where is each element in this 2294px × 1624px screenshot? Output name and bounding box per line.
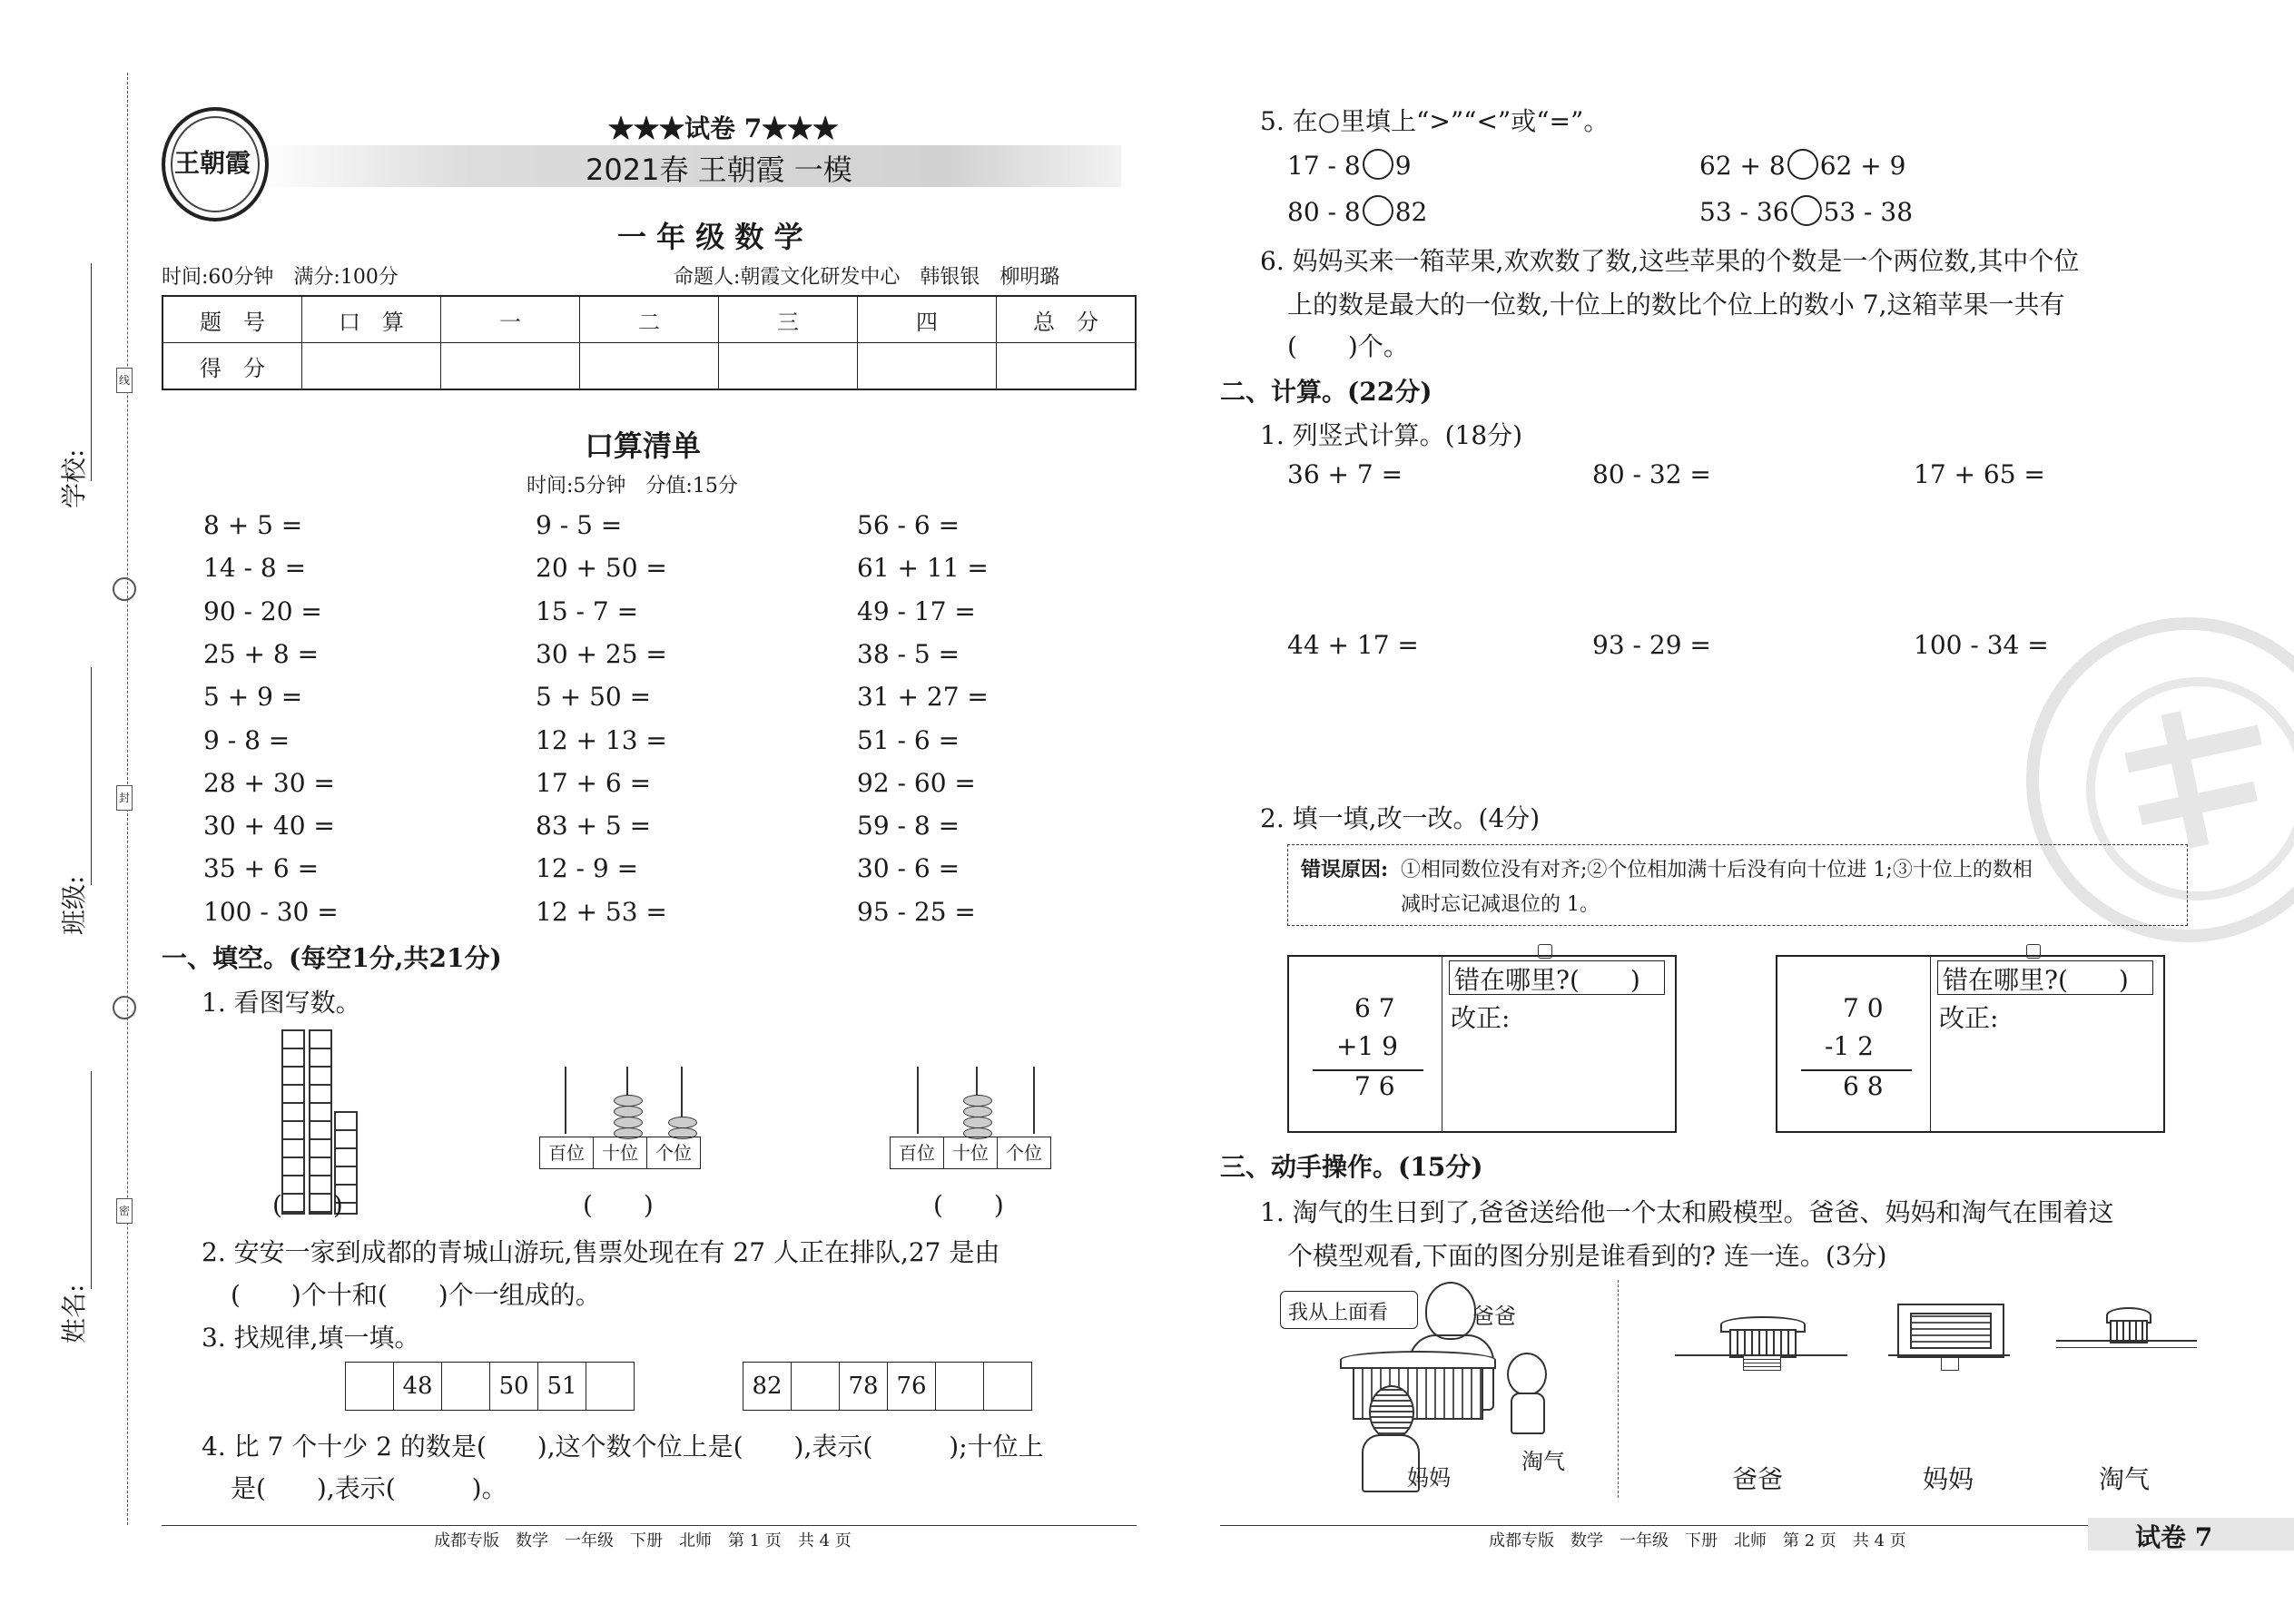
s3-q1-line2: 个模型观看,下面的图分别是谁看到的? 连一连。(3分) <box>1287 1241 1887 1271</box>
score-table: 题 号 口 算 一 二 三 四 总 分 得 分 <box>162 295 1137 390</box>
score-cell[interactable] <box>441 343 580 390</box>
compare-circle[interactable] <box>1363 149 1393 180</box>
answer-paren[interactable]: ( ) <box>933 1190 1004 1220</box>
oral-item: 30 - 6 = <box>857 853 960 884</box>
oral-item: 95 - 25 = <box>857 896 976 927</box>
compare-circle[interactable] <box>1363 195 1393 226</box>
section3-title: 三、动手操作。(15分) <box>1220 1152 1483 1182</box>
paper-tag: ★★★试卷 7★★★ <box>608 113 839 143</box>
sequence-2: 82 78 76 <box>743 1362 1032 1411</box>
answer-paren[interactable]: ( ) <box>272 1190 343 1220</box>
error-panel-2: 错在哪里?( ) 改正: 7 0 -1 2 6 8 <box>1776 955 2165 1133</box>
oral-item: 30 + 25 = <box>536 638 667 669</box>
oral-item: 12 - 9 = <box>536 853 639 884</box>
score-cell[interactable] <box>719 343 858 390</box>
oral-item: 35 + 6 = <box>203 853 320 884</box>
taoqi-figure <box>1507 1353 1547 1396</box>
oral-item: 5 + 50 = <box>536 682 652 713</box>
oral-item: 14 - 8 = <box>203 553 307 584</box>
oral-item: 83 + 5 = <box>536 811 652 842</box>
s3-q1-line1: 1. 淘气的生日到了,爸爸送给他一个太和殿模型。爸爸、妈妈和淘气在围着这 <box>1260 1197 2114 1227</box>
place-value-labels: 百位 十位 个位 <box>890 1137 1051 1169</box>
mark-seal: 封 <box>116 785 133 811</box>
footer-tag: 试卷 7 <box>2135 1522 2213 1552</box>
score-cell[interactable] <box>302 343 441 390</box>
subject-title: 一 年 级 数 学 <box>617 220 803 254</box>
mark-close: 密 <box>116 1198 133 1224</box>
vertical-calc: 44 + 17 = <box>1287 630 1419 660</box>
q6-line2: 上的数是最大的一位数,十位上的数比个位上的数小 7,这箱苹果一共有 <box>1287 290 2065 320</box>
oral-item: 17 + 6 = <box>536 767 652 798</box>
mark-line: 线 <box>116 368 133 393</box>
oral-item: 9 - 5 = <box>536 510 623 540</box>
s2-q2-text: 2. 填一填,改一改。(4分) <box>1260 803 1541 833</box>
oral-item: 5 + 9 = <box>203 682 303 713</box>
q6-line3: ( )个。 <box>1287 331 1409 361</box>
oral-item: 61 + 11 = <box>857 553 989 584</box>
footer-right: 成都专版 数学 一年级 下册 北师 第 2 页 共 4 页 <box>1489 1531 1906 1550</box>
sequence-1: 48 50 51 <box>345 1362 635 1411</box>
where-wrong-field[interactable]: 错在哪里?( ) <box>1454 965 1640 995</box>
q1-text: 1. 看图写数。 <box>202 988 361 1018</box>
q2-line1: 2. 安安一家到成都的青城山游玩,售票处现在有 27 人正在排队,27 是由 <box>202 1237 1000 1267</box>
taoqi-label: 淘气 <box>1521 1449 1565 1474</box>
view-label-2: 妈妈 <box>1923 1464 1974 1494</box>
q2-line2: ( )个十和( )个一组成的。 <box>231 1280 601 1310</box>
oral-item: 59 - 8 = <box>857 811 960 842</box>
logo-icon: 王朝霞 <box>162 107 269 221</box>
error-reason-box: 错误原因: ①相同数位没有对齐;②个位相加满十后没有向十位进 1;③十位上的数相 减时忘记减退位的 1。 <box>1287 844 2188 926</box>
oral-item: 20 + 50 = <box>536 553 667 584</box>
oral-item: 12 + 53 = <box>536 896 667 927</box>
correct-label: 改正: <box>1451 1003 1511 1033</box>
oral-item: 51 - 6 = <box>857 724 960 755</box>
dad-label: 爸爸 <box>1472 1304 1516 1329</box>
oral-item: 30 + 40 = <box>203 811 335 842</box>
time-info: 时间:60分钟 满分:100分 <box>162 266 399 289</box>
oral-item: 31 + 27 = <box>857 682 989 713</box>
oral-item: 15 - 7 = <box>536 595 639 626</box>
oral-item: 49 - 17 = <box>857 595 976 626</box>
vertical-calc: 93 - 29 = <box>1592 630 1711 660</box>
speech-bubble: 我从上面看 <box>1280 1291 1418 1329</box>
oral-subtitle: 时间:5分钟 分值:15分 <box>527 475 738 497</box>
vertical-calc: 80 - 32 = <box>1592 459 1711 489</box>
correct-label: 改正: <box>1939 1003 1999 1033</box>
oral-item: 25 + 8 = <box>203 638 320 669</box>
oral-item: 38 - 5 = <box>857 638 960 669</box>
place-value-labels: 百位 十位 个位 <box>539 1137 701 1169</box>
swirl-icon <box>113 577 136 601</box>
error-panel-1: 错在哪里?( ) 改正: 6 7 +1 9 7 6 <box>1287 955 1677 1133</box>
score-cell[interactable] <box>997 343 1137 390</box>
compare-circle[interactable] <box>1791 195 1822 226</box>
score-cell[interactable] <box>858 343 997 390</box>
answer-paren[interactable]: ( ) <box>583 1190 654 1220</box>
section2-title: 二、计算。(22分) <box>1220 377 1433 407</box>
mom-figure <box>1369 1385 1414 1440</box>
oral-item: 92 - 60 = <box>857 767 976 798</box>
mom-label: 妈妈 <box>1407 1465 1451 1491</box>
school-label: 学校: <box>59 448 89 508</box>
oral-item: 90 - 20 = <box>203 595 322 626</box>
exam-title: 2021春 王朝霞 一模 <box>586 153 852 187</box>
swirl-icon <box>113 996 136 1019</box>
dad-figure <box>1425 1282 1476 1340</box>
s2-q1-text: 1. 列竖式计算。(18分) <box>1260 420 1523 450</box>
q5-text: 5. 在○里填上“>”“<”或“=”。 <box>1260 106 1610 136</box>
compare-circle[interactable] <box>1787 149 1818 180</box>
name-label: 姓名: <box>59 1284 89 1343</box>
author-info: 命题人:朝霞文化研发中心 韩银银 柳明璐 <box>674 266 1060 289</box>
q4-line1: 4. 比 7 个十少 2 的数是( ),这个数个位上是( ),表示( );十位上 <box>202 1432 1044 1462</box>
q4-line2: 是( ),表示( )。 <box>231 1473 507 1503</box>
where-wrong-field[interactable]: 错在哪里?( ) <box>1943 965 2129 995</box>
vertical-calc: 36 + 7 = <box>1287 459 1403 489</box>
oral-item: 9 - 8 = <box>203 724 290 755</box>
footer-left: 成都专版 数学 一年级 下册 北师 第 1 页 共 4 页 <box>434 1531 852 1550</box>
oral-item: 100 - 30 = <box>203 896 339 927</box>
oral-item: 8 + 5 = <box>203 510 303 540</box>
oral-item: 56 - 6 = <box>857 510 960 540</box>
oral-item: 28 + 30 = <box>203 767 335 798</box>
q6-line1: 6. 妈妈买来一箱苹果,欢欢数了数,这些苹果的个数是一个两位数,其中个位 <box>1260 246 2080 276</box>
class-label: 班级: <box>59 875 89 935</box>
oral-title: 口算清单 <box>585 428 702 463</box>
score-cell[interactable] <box>580 343 719 390</box>
q3-text: 3. 找规律,填一填。 <box>202 1323 420 1353</box>
vertical-calc: 100 - 34 = <box>1914 630 2049 660</box>
section1-title: 一、填空。(每空1分,共21分) <box>162 943 502 973</box>
oral-item: 12 + 13 = <box>536 724 667 755</box>
view-label-1: 爸爸 <box>1732 1464 1784 1494</box>
view-label-3: 淘气 <box>2099 1464 2151 1494</box>
vertical-calc: 17 + 65 = <box>1914 459 2045 489</box>
